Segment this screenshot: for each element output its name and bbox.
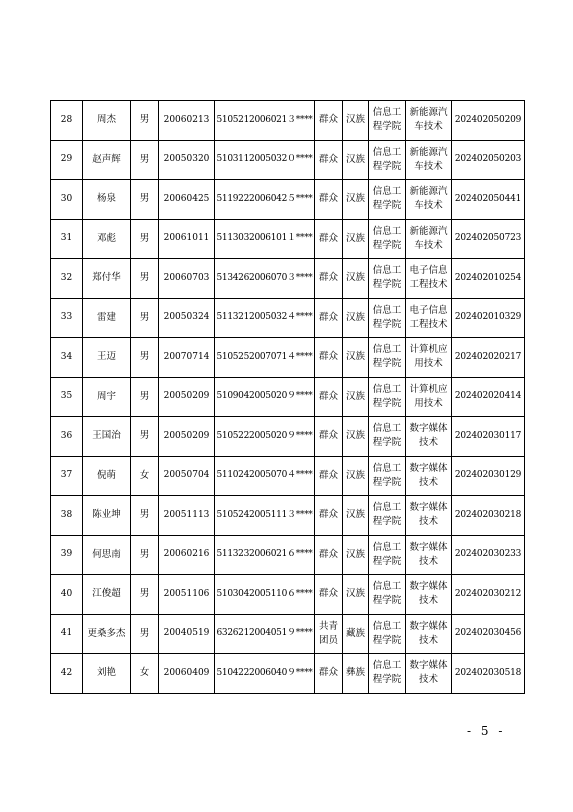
gender-cell: 男 xyxy=(131,298,159,338)
row-number-cell: 28 xyxy=(51,101,83,141)
college-cell: 信息工程学院 xyxy=(369,496,406,536)
table-row xyxy=(51,338,525,378)
row-number-cell: 29 xyxy=(51,140,83,180)
college-cell: 信息工程学院 xyxy=(369,180,406,220)
major-cell: 新能源汽车技术 xyxy=(406,140,452,180)
id-number-cell: 5105222005020９**** xyxy=(215,417,315,457)
ethnicity-cell: 汉族 xyxy=(343,535,369,575)
gender-cell: 男 xyxy=(131,180,159,220)
name-cell: 江俊超 xyxy=(83,575,131,615)
table-row xyxy=(51,456,525,496)
student-id-cell: 202402030518 xyxy=(452,654,525,694)
roster-body xyxy=(51,101,525,694)
birth-date-cell: 20050209 xyxy=(159,377,215,417)
id-number-cell: 5103112005032０**** xyxy=(215,140,315,180)
row-number-cell: 39 xyxy=(51,535,83,575)
college-cell: 信息工程学院 xyxy=(369,614,406,654)
college-cell: 信息工程学院 xyxy=(369,654,406,694)
id-number-cell: 5105252007071４**** xyxy=(215,338,315,378)
political-status-cell: 群众 xyxy=(315,456,343,496)
birth-date-cell: 20070714 xyxy=(159,338,215,378)
name-cell: 杨泉 xyxy=(83,180,131,220)
student-id-cell: 202402010329 xyxy=(452,298,525,338)
student-id-cell: 202402020217 xyxy=(452,338,525,378)
college-cell: 信息工程学院 xyxy=(369,456,406,496)
page-number: - 5 - xyxy=(467,724,506,738)
gender-cell: 男 xyxy=(131,535,159,575)
id-number-cell: 5105212006021３**** xyxy=(215,101,315,141)
name-cell: 何思南 xyxy=(83,535,131,575)
id-number-cell: 5105242005111３**** xyxy=(215,496,315,536)
name-cell: 王迈 xyxy=(83,338,131,378)
ethnicity-cell: 汉族 xyxy=(343,496,369,536)
gender-cell: 男 xyxy=(131,219,159,259)
row-number-cell: 41 xyxy=(51,614,83,654)
student-id-cell: 202402050441 xyxy=(452,180,525,220)
birth-date-cell: 20060425 xyxy=(159,180,215,220)
id-number-cell: 5113232006021６**** xyxy=(215,535,315,575)
birth-date-cell: 20051106 xyxy=(159,575,215,615)
gender-cell: 男 xyxy=(131,338,159,378)
table-row xyxy=(51,614,525,654)
ethnicity-cell: 汉族 xyxy=(343,456,369,496)
birth-date-cell: 20050704 xyxy=(159,456,215,496)
student-id-cell: 202402050723 xyxy=(452,219,525,259)
student-id-cell: 202402010254 xyxy=(452,259,525,299)
table-row xyxy=(51,654,525,694)
table-row xyxy=(51,259,525,299)
table-row xyxy=(51,496,525,536)
political-status-cell: 群众 xyxy=(315,298,343,338)
birth-date-cell: 20051113 xyxy=(159,496,215,536)
student-id-cell: 202402020414 xyxy=(452,377,525,417)
major-cell: 数字媒体技术 xyxy=(406,535,452,575)
name-cell: 更桑多杰 xyxy=(83,614,131,654)
political-status-cell: 群众 xyxy=(315,140,343,180)
college-cell: 信息工程学院 xyxy=(369,338,406,378)
political-status-cell: 群众 xyxy=(315,101,343,141)
ethnicity-cell: 汉族 xyxy=(343,417,369,457)
major-cell: 数字媒体技术 xyxy=(406,614,452,654)
name-cell: 周杰 xyxy=(83,101,131,141)
student-id-cell: 202402030456 xyxy=(452,614,525,654)
political-status-cell: 群众 xyxy=(315,654,343,694)
college-cell: 信息工程学院 xyxy=(369,140,406,180)
ethnicity-cell: 汉族 xyxy=(343,180,369,220)
birth-date-cell: 20040519 xyxy=(159,614,215,654)
major-cell: 电子信息工程技术 xyxy=(406,259,452,299)
political-status-cell: 群众 xyxy=(315,496,343,536)
major-cell: 电子信息工程技术 xyxy=(406,298,452,338)
ethnicity-cell: 汉族 xyxy=(343,259,369,299)
name-cell: 邓彪 xyxy=(83,219,131,259)
row-number-cell: 36 xyxy=(51,417,83,457)
college-cell: 信息工程学院 xyxy=(369,535,406,575)
gender-cell: 男 xyxy=(131,614,159,654)
ethnicity-cell: 汉族 xyxy=(343,575,369,615)
college-cell: 信息工程学院 xyxy=(369,575,406,615)
gender-cell: 女 xyxy=(131,456,159,496)
id-number-cell: 5113212005032４**** xyxy=(215,298,315,338)
political-status-cell: 群众 xyxy=(315,259,343,299)
political-status-cell: 群众 xyxy=(315,417,343,457)
college-cell: 信息工程学院 xyxy=(369,417,406,457)
birth-date-cell: 20050324 xyxy=(159,298,215,338)
gender-cell: 女 xyxy=(131,654,159,694)
college-cell: 信息工程学院 xyxy=(369,259,406,299)
name-cell: 陈业坤 xyxy=(83,496,131,536)
major-cell: 数字媒体技术 xyxy=(406,417,452,457)
college-cell: 信息工程学院 xyxy=(369,377,406,417)
birth-date-cell: 20060703 xyxy=(159,259,215,299)
major-cell: 新能源汽车技术 xyxy=(406,101,452,141)
id-number-cell: 5109042005020９**** xyxy=(215,377,315,417)
birth-date-cell: 20060216 xyxy=(159,535,215,575)
major-cell: 数字媒体技术 xyxy=(406,654,452,694)
name-cell: 雷建 xyxy=(83,298,131,338)
id-number-cell: 5103042005110６**** xyxy=(215,575,315,615)
political-status-cell: 群众 xyxy=(315,338,343,378)
gender-cell: 男 xyxy=(131,417,159,457)
college-cell: 信息工程学院 xyxy=(369,298,406,338)
political-status-cell: 群众 xyxy=(315,575,343,615)
student-id-cell: 202402030218 xyxy=(452,496,525,536)
student-id-cell: 202402030129 xyxy=(452,456,525,496)
political-status-cell: 共青团员 xyxy=(315,614,343,654)
gender-cell: 男 xyxy=(131,377,159,417)
political-status-cell: 群众 xyxy=(315,535,343,575)
major-cell: 计算机应用技术 xyxy=(406,338,452,378)
major-cell: 计算机应用技术 xyxy=(406,377,452,417)
birth-date-cell: 20050320 xyxy=(159,140,215,180)
college-cell: 信息工程学院 xyxy=(369,101,406,141)
ethnicity-cell: 藏族 xyxy=(343,614,369,654)
ethnicity-cell: 汉族 xyxy=(343,219,369,259)
row-number-cell: 37 xyxy=(51,456,83,496)
student-id-cell: 202402050209 xyxy=(452,101,525,141)
major-cell: 数字媒体技术 xyxy=(406,456,452,496)
name-cell: 王国治 xyxy=(83,417,131,457)
row-number-cell: 31 xyxy=(51,219,83,259)
id-number-cell: 6326212004051９**** xyxy=(215,614,315,654)
birth-date-cell: 20061011 xyxy=(159,219,215,259)
name-cell: 赵声辉 xyxy=(83,140,131,180)
major-cell: 数字媒体技术 xyxy=(406,496,452,536)
id-number-cell: 5119222006042５**** xyxy=(215,180,315,220)
table-row xyxy=(51,140,525,180)
political-status-cell: 群众 xyxy=(315,219,343,259)
gender-cell: 男 xyxy=(131,259,159,299)
table-row xyxy=(51,298,525,338)
table-row xyxy=(51,417,525,457)
name-cell: 郑付华 xyxy=(83,259,131,299)
major-cell: 数字媒体技术 xyxy=(406,575,452,615)
row-number-cell: 30 xyxy=(51,180,83,220)
student-id-cell: 202402050203 xyxy=(452,140,525,180)
ethnicity-cell: 汉族 xyxy=(343,298,369,338)
birth-date-cell: 20060409 xyxy=(159,654,215,694)
row-number-cell: 40 xyxy=(51,575,83,615)
row-number-cell: 35 xyxy=(51,377,83,417)
student-id-cell: 202402030117 xyxy=(452,417,525,457)
name-cell: 刘艳 xyxy=(83,654,131,694)
table-row xyxy=(51,377,525,417)
gender-cell: 男 xyxy=(131,140,159,180)
gender-cell: 男 xyxy=(131,101,159,141)
student-id-cell: 202402030233 xyxy=(452,535,525,575)
table-row xyxy=(51,101,525,141)
ethnicity-cell: 汉族 xyxy=(343,377,369,417)
gender-cell: 男 xyxy=(131,496,159,536)
table-row xyxy=(51,180,525,220)
student-id-cell: 202402030212 xyxy=(452,575,525,615)
id-number-cell: 5110242005070４**** xyxy=(215,456,315,496)
birth-date-cell: 20050209 xyxy=(159,417,215,457)
id-number-cell: 5134262006070３**** xyxy=(215,259,315,299)
ethnicity-cell: 汉族 xyxy=(343,101,369,141)
id-number-cell: 5113032006101１**** xyxy=(215,219,315,259)
college-cell: 信息工程学院 xyxy=(369,219,406,259)
major-cell: 新能源汽车技术 xyxy=(406,219,452,259)
political-status-cell: 群众 xyxy=(315,377,343,417)
table-row xyxy=(51,535,525,575)
ethnicity-cell: 汉族 xyxy=(343,338,369,378)
table-row xyxy=(51,575,525,615)
name-cell: 周宇 xyxy=(83,377,131,417)
id-number-cell: 5104222006040９**** xyxy=(215,654,315,694)
row-number-cell: 38 xyxy=(51,496,83,536)
row-number-cell: 32 xyxy=(51,259,83,299)
table-row xyxy=(51,219,525,259)
major-cell: 新能源汽车技术 xyxy=(406,180,452,220)
row-number-cell: 34 xyxy=(51,338,83,378)
birth-date-cell: 20060213 xyxy=(159,101,215,141)
political-status-cell: 群众 xyxy=(315,180,343,220)
student-roster-table xyxy=(50,100,525,694)
ethnicity-cell: 彝族 xyxy=(343,654,369,694)
row-number-cell: 33 xyxy=(51,298,83,338)
row-number-cell: 42 xyxy=(51,654,83,694)
gender-cell: 男 xyxy=(131,575,159,615)
name-cell: 倪萌 xyxy=(83,456,131,496)
ethnicity-cell: 汉族 xyxy=(343,140,369,180)
